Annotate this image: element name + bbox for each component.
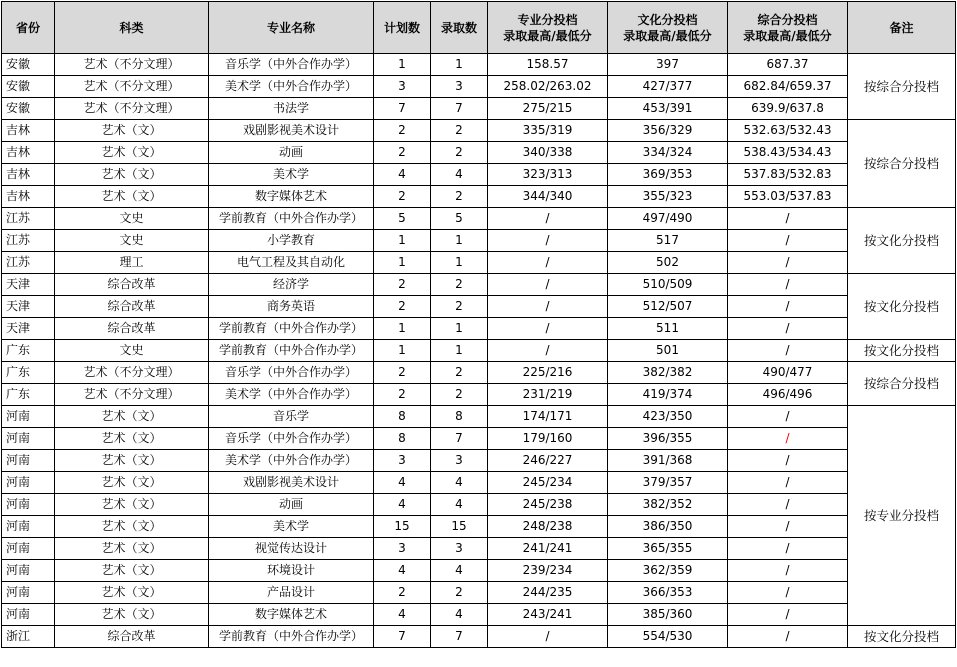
admitted-count-cell: 2 bbox=[431, 296, 488, 318]
composite-score-cell: / bbox=[728, 626, 848, 648]
plan-count-cell: 2 bbox=[374, 186, 431, 208]
admitted-count-cell: 2 bbox=[431, 384, 488, 406]
plan-count-cell: 4 bbox=[374, 472, 431, 494]
province-cell: 天津 bbox=[2, 296, 55, 318]
province-cell: 江苏 bbox=[2, 230, 55, 252]
major-cell: 学前教育（中外合作办学） bbox=[209, 318, 374, 340]
category-cell: 理工 bbox=[55, 252, 209, 274]
table-row bbox=[2, 76, 956, 98]
cultural-score-cell: 502 bbox=[608, 252, 728, 274]
cultural-score-cell: 366/353 bbox=[608, 582, 728, 604]
plan-count-cell: 2 bbox=[374, 274, 431, 296]
header-composite-line2: 录取最高/最低分 bbox=[743, 28, 832, 43]
province-cell: 广东 bbox=[2, 362, 55, 384]
province-cell: 河南 bbox=[2, 450, 55, 472]
cultural-score-cell: 386/350 bbox=[608, 516, 728, 538]
professional-score-cell: 158.57 bbox=[488, 54, 608, 76]
header-province: 省份 bbox=[2, 2, 55, 54]
composite-score-cell: / bbox=[728, 582, 848, 604]
table-row bbox=[2, 472, 956, 494]
plan-count-cell: 2 bbox=[374, 362, 431, 384]
professional-score-cell: 246/227 bbox=[488, 450, 608, 472]
major-cell: 环境设计 bbox=[209, 560, 374, 582]
professional-score-cell: 241/241 bbox=[488, 538, 608, 560]
composite-score-cell: 687.37 bbox=[728, 54, 848, 76]
table-row bbox=[2, 582, 956, 604]
composite-score-cell: / bbox=[728, 208, 848, 230]
table-row bbox=[2, 494, 956, 516]
major-cell: 学前教育（中外合作办学） bbox=[209, 340, 374, 362]
composite-score-cell: / bbox=[728, 252, 848, 274]
cultural-score-cell: 453/391 bbox=[608, 98, 728, 120]
province-cell: 吉林 bbox=[2, 164, 55, 186]
composite-score-cell: / bbox=[728, 538, 848, 560]
professional-score-cell: 245/234 bbox=[488, 472, 608, 494]
composite-score-cell: / bbox=[728, 406, 848, 428]
major-cell: 音乐学（中外合作办学） bbox=[209, 428, 374, 450]
cultural-score-cell: 396/355 bbox=[608, 428, 728, 450]
province-cell: 安徽 bbox=[2, 76, 55, 98]
header-admitted: 录取数 bbox=[431, 2, 488, 54]
province-cell: 河南 bbox=[2, 560, 55, 582]
cultural-score-cell: 427/377 bbox=[608, 76, 728, 98]
province-cell: 天津 bbox=[2, 318, 55, 340]
header-cultural-score bbox=[608, 2, 728, 54]
category-cell: 艺术（文） bbox=[55, 538, 209, 560]
major-cell: 美术学 bbox=[209, 164, 374, 186]
professional-score-cell: 335/319 bbox=[488, 120, 608, 142]
header-professional-score bbox=[488, 2, 608, 54]
province-cell: 河南 bbox=[2, 406, 55, 428]
province-cell: 广东 bbox=[2, 340, 55, 362]
header-professional-line1: 专业分投档 bbox=[517, 12, 578, 27]
major-cell: 美术学 bbox=[209, 516, 374, 538]
category-cell: 文史 bbox=[55, 230, 209, 252]
province-cell: 河南 bbox=[2, 604, 55, 626]
category-cell: 艺术（文） bbox=[55, 582, 209, 604]
province-cell: 江苏 bbox=[2, 252, 55, 274]
admitted-count-cell: 4 bbox=[431, 494, 488, 516]
plan-count-cell: 4 bbox=[374, 604, 431, 626]
composite-score-cell: 490/477 bbox=[728, 362, 848, 384]
province-cell: 广东 bbox=[2, 384, 55, 406]
category-cell: 艺术（文） bbox=[55, 164, 209, 186]
cultural-score-cell: 382/382 bbox=[608, 362, 728, 384]
province-cell: 安徽 bbox=[2, 54, 55, 76]
province-cell: 河南 bbox=[2, 494, 55, 516]
composite-score-cell: / bbox=[728, 230, 848, 252]
table-row bbox=[2, 98, 956, 120]
plan-count-cell: 8 bbox=[374, 406, 431, 428]
cultural-score-cell: 419/374 bbox=[608, 384, 728, 406]
plan-count-cell: 3 bbox=[374, 450, 431, 472]
plan-count-cell: 8 bbox=[374, 428, 431, 450]
table-row bbox=[2, 54, 956, 76]
plan-count-cell: 1 bbox=[374, 318, 431, 340]
composite-score-cell: 553.03/537.83 bbox=[728, 186, 848, 208]
province-cell: 河南 bbox=[2, 538, 55, 560]
composite-score-cell: / bbox=[728, 472, 848, 494]
professional-score-cell: 179/160 bbox=[488, 428, 608, 450]
composite-score-cell: / bbox=[728, 560, 848, 582]
category-cell: 艺术（不分文理） bbox=[55, 362, 209, 384]
table-body bbox=[2, 54, 956, 648]
major-cell: 学前教育（中外合作办学） bbox=[209, 626, 374, 648]
cultural-score-cell: 510/509 bbox=[608, 274, 728, 296]
admitted-count-cell: 2 bbox=[431, 186, 488, 208]
table-row bbox=[2, 604, 956, 626]
category-cell: 艺术（文） bbox=[55, 450, 209, 472]
major-cell: 音乐学（中外合作办学） bbox=[209, 362, 374, 384]
admitted-count-cell: 5 bbox=[431, 208, 488, 230]
admitted-count-cell: 4 bbox=[431, 560, 488, 582]
professional-score-cell: / bbox=[488, 274, 608, 296]
cultural-score-cell: 512/507 bbox=[608, 296, 728, 318]
table-row bbox=[2, 406, 956, 428]
header-composite-line1: 综合分投档 bbox=[757, 12, 818, 27]
province-cell: 吉林 bbox=[2, 142, 55, 164]
plan-count-cell: 4 bbox=[374, 560, 431, 582]
admitted-count-cell: 3 bbox=[431, 450, 488, 472]
province-cell: 河南 bbox=[2, 582, 55, 604]
table-row bbox=[2, 340, 956, 362]
cultural-score-cell: 369/353 bbox=[608, 164, 728, 186]
header-row bbox=[2, 2, 956, 54]
remark-cell: 按文化分投档 bbox=[848, 340, 956, 362]
cultural-score-cell: 379/357 bbox=[608, 472, 728, 494]
professional-score-cell: 245/238 bbox=[488, 494, 608, 516]
major-cell: 商务英语 bbox=[209, 296, 374, 318]
admitted-count-cell: 4 bbox=[431, 164, 488, 186]
category-cell: 艺术（文） bbox=[55, 472, 209, 494]
category-cell: 文史 bbox=[55, 340, 209, 362]
major-cell: 视觉传达设计 bbox=[209, 538, 374, 560]
major-cell: 动画 bbox=[209, 494, 374, 516]
remark-cell: 按专业分投档 bbox=[848, 406, 956, 626]
plan-count-cell: 2 bbox=[374, 582, 431, 604]
admitted-count-cell: 2 bbox=[431, 582, 488, 604]
category-cell: 艺术（文） bbox=[55, 120, 209, 142]
admitted-count-cell: 2 bbox=[431, 142, 488, 164]
category-cell: 综合改革 bbox=[55, 274, 209, 296]
cultural-score-cell: 554/530 bbox=[608, 626, 728, 648]
plan-count-cell: 2 bbox=[374, 384, 431, 406]
plan-count-cell: 2 bbox=[374, 296, 431, 318]
header-cultural-line2: 录取最高/最低分 bbox=[623, 28, 712, 43]
category-cell: 综合改革 bbox=[55, 296, 209, 318]
plan-count-cell: 2 bbox=[374, 142, 431, 164]
plan-count-cell: 1 bbox=[374, 54, 431, 76]
category-cell: 艺术（文） bbox=[55, 142, 209, 164]
composite-score-cell: / bbox=[728, 604, 848, 626]
remark-cell: 按综合分投档 bbox=[848, 54, 956, 120]
cultural-score-cell: 511 bbox=[608, 318, 728, 340]
admission-score-table bbox=[1, 1, 956, 648]
table-row bbox=[2, 428, 956, 450]
professional-score-cell: 243/241 bbox=[488, 604, 608, 626]
table-row bbox=[2, 318, 956, 340]
cultural-score-cell: 501 bbox=[608, 340, 728, 362]
professional-score-cell: 258.02/263.02 bbox=[488, 76, 608, 98]
plan-count-cell: 4 bbox=[374, 494, 431, 516]
table-row bbox=[2, 208, 956, 230]
table-row bbox=[2, 274, 956, 296]
major-cell: 动画 bbox=[209, 142, 374, 164]
admitted-count-cell: 1 bbox=[431, 252, 488, 274]
admitted-count-cell: 15 bbox=[431, 516, 488, 538]
province-cell: 河南 bbox=[2, 516, 55, 538]
plan-count-cell: 3 bbox=[374, 538, 431, 560]
cultural-score-cell: 391/368 bbox=[608, 450, 728, 472]
category-cell: 艺术（文） bbox=[55, 428, 209, 450]
composite-score-cell: / bbox=[728, 428, 848, 450]
major-cell: 书法学 bbox=[209, 98, 374, 120]
cultural-score-cell: 423/350 bbox=[608, 406, 728, 428]
remark-cell: 按文化分投档 bbox=[848, 208, 956, 274]
admitted-count-cell: 7 bbox=[431, 626, 488, 648]
professional-score-cell: / bbox=[488, 230, 608, 252]
category-cell: 综合改革 bbox=[55, 626, 209, 648]
major-cell: 经济学 bbox=[209, 274, 374, 296]
admitted-count-cell: 2 bbox=[431, 120, 488, 142]
plan-count-cell: 1 bbox=[374, 340, 431, 362]
category-cell: 综合改革 bbox=[55, 318, 209, 340]
major-cell: 美术学（中外合作办学） bbox=[209, 76, 374, 98]
cultural-score-cell: 385/360 bbox=[608, 604, 728, 626]
admitted-count-cell: 2 bbox=[431, 362, 488, 384]
category-cell: 艺术（文） bbox=[55, 186, 209, 208]
plan-count-cell: 15 bbox=[374, 516, 431, 538]
table-row bbox=[2, 186, 956, 208]
admitted-count-cell: 3 bbox=[431, 76, 488, 98]
professional-score-cell: 248/238 bbox=[488, 516, 608, 538]
category-cell: 艺术（文） bbox=[55, 494, 209, 516]
cultural-score-cell: 497/490 bbox=[608, 208, 728, 230]
header-major: 专业名称 bbox=[209, 2, 374, 54]
composite-score-cell: 682.84/659.37 bbox=[728, 76, 848, 98]
professional-score-cell: 239/234 bbox=[488, 560, 608, 582]
header-cultural-line1: 文化分投档 bbox=[637, 12, 698, 27]
professional-score-cell: 244/235 bbox=[488, 582, 608, 604]
admitted-count-cell: 7 bbox=[431, 98, 488, 120]
composite-score-cell: 532.63/532.43 bbox=[728, 120, 848, 142]
table-row bbox=[2, 120, 956, 142]
category-cell: 艺术（文） bbox=[55, 516, 209, 538]
professional-score-cell: 323/313 bbox=[488, 164, 608, 186]
major-cell: 戏剧影视美术设计 bbox=[209, 120, 374, 142]
province-cell: 吉林 bbox=[2, 186, 55, 208]
composite-score-cell: / bbox=[728, 450, 848, 472]
professional-score-cell: 231/219 bbox=[488, 384, 608, 406]
header-professional-line2: 录取最高/最低分 bbox=[503, 28, 592, 43]
table-row bbox=[2, 626, 956, 648]
admitted-count-cell: 1 bbox=[431, 54, 488, 76]
remark-cell: 按文化分投档 bbox=[848, 626, 956, 648]
major-cell: 电气工程及其自动化 bbox=[209, 252, 374, 274]
professional-score-cell: / bbox=[488, 296, 608, 318]
plan-count-cell: 2 bbox=[374, 120, 431, 142]
major-cell: 戏剧影视美术设计 bbox=[209, 472, 374, 494]
composite-score-cell: 537.83/532.83 bbox=[728, 164, 848, 186]
composite-score-cell: 639.9/637.8 bbox=[728, 98, 848, 120]
admitted-count-cell: 2 bbox=[431, 274, 488, 296]
plan-count-cell: 1 bbox=[374, 252, 431, 274]
composite-score-cell: / bbox=[728, 274, 848, 296]
category-cell: 艺术（文） bbox=[55, 560, 209, 582]
composite-score-cell: 496/496 bbox=[728, 384, 848, 406]
table-row bbox=[2, 450, 956, 472]
table-row bbox=[2, 560, 956, 582]
professional-score-cell: / bbox=[488, 626, 608, 648]
admitted-count-cell: 1 bbox=[431, 230, 488, 252]
major-cell: 学前教育（中外合作办学） bbox=[209, 208, 374, 230]
plan-count-cell: 3 bbox=[374, 76, 431, 98]
admitted-count-cell: 4 bbox=[431, 604, 488, 626]
header-composite-score bbox=[728, 2, 848, 54]
admitted-count-cell: 4 bbox=[431, 472, 488, 494]
plan-count-cell: 5 bbox=[374, 208, 431, 230]
category-cell: 艺术（不分文理） bbox=[55, 54, 209, 76]
category-cell: 艺术（不分文理） bbox=[55, 98, 209, 120]
category-cell: 艺术（不分文理） bbox=[55, 76, 209, 98]
table-row bbox=[2, 516, 956, 538]
major-cell: 美术学（中外合作办学） bbox=[209, 450, 374, 472]
major-cell: 美术学（中外合作办学） bbox=[209, 384, 374, 406]
composite-score-cell: / bbox=[728, 494, 848, 516]
category-cell: 文史 bbox=[55, 208, 209, 230]
province-cell: 天津 bbox=[2, 274, 55, 296]
province-cell: 浙江 bbox=[2, 626, 55, 648]
plan-count-cell: 7 bbox=[374, 98, 431, 120]
admitted-count-cell: 1 bbox=[431, 318, 488, 340]
table-row bbox=[2, 164, 956, 186]
header-plan: 计划数 bbox=[374, 2, 431, 54]
cultural-score-cell: 355/323 bbox=[608, 186, 728, 208]
table-row bbox=[2, 384, 956, 406]
composite-score-cell: / bbox=[728, 296, 848, 318]
major-cell: 产品设计 bbox=[209, 582, 374, 604]
cultural-score-cell: 356/329 bbox=[608, 120, 728, 142]
composite-score-cell: 538.43/534.43 bbox=[728, 142, 848, 164]
header-remark: 备注 bbox=[848, 2, 956, 54]
composite-score-cell: / bbox=[728, 516, 848, 538]
admitted-count-cell: 1 bbox=[431, 340, 488, 362]
professional-score-cell: 275/215 bbox=[488, 98, 608, 120]
cultural-score-cell: 382/352 bbox=[608, 494, 728, 516]
remark-cell: 按综合分投档 bbox=[848, 362, 956, 406]
cultural-score-cell: 517 bbox=[608, 230, 728, 252]
plan-count-cell: 1 bbox=[374, 230, 431, 252]
remark-cell: 按综合分投档 bbox=[848, 120, 956, 208]
cultural-score-cell: 362/359 bbox=[608, 560, 728, 582]
composite-score-cell: / bbox=[728, 340, 848, 362]
professional-score-cell: / bbox=[488, 340, 608, 362]
province-cell: 吉林 bbox=[2, 120, 55, 142]
table-row bbox=[2, 142, 956, 164]
professional-score-cell: 344/340 bbox=[488, 186, 608, 208]
category-cell: 艺术（文） bbox=[55, 604, 209, 626]
professional-score-cell: / bbox=[488, 208, 608, 230]
table-row bbox=[2, 252, 956, 274]
plan-count-cell: 7 bbox=[374, 626, 431, 648]
composite-score-cell: / bbox=[728, 318, 848, 340]
professional-score-cell: 340/338 bbox=[488, 142, 608, 164]
admitted-count-cell: 7 bbox=[431, 428, 488, 450]
major-cell: 音乐学（中外合作办学） bbox=[209, 54, 374, 76]
cultural-score-cell: 365/355 bbox=[608, 538, 728, 560]
header-category: 科类 bbox=[55, 2, 209, 54]
table-row bbox=[2, 230, 956, 252]
professional-score-cell: / bbox=[488, 252, 608, 274]
category-cell: 艺术（文） bbox=[55, 406, 209, 428]
major-cell: 数字媒体艺术 bbox=[209, 186, 374, 208]
major-cell: 小学教育 bbox=[209, 230, 374, 252]
province-cell: 安徽 bbox=[2, 98, 55, 120]
table-row bbox=[2, 296, 956, 318]
remark-cell: 按文化分投档 bbox=[848, 274, 956, 340]
professional-score-cell: / bbox=[488, 318, 608, 340]
major-cell: 音乐学 bbox=[209, 406, 374, 428]
province-cell: 河南 bbox=[2, 472, 55, 494]
province-cell: 江苏 bbox=[2, 208, 55, 230]
cultural-score-cell: 397 bbox=[608, 54, 728, 76]
province-cell: 河南 bbox=[2, 428, 55, 450]
admitted-count-cell: 8 bbox=[431, 406, 488, 428]
table-row bbox=[2, 362, 956, 384]
professional-score-cell: 174/171 bbox=[488, 406, 608, 428]
cultural-score-cell: 334/324 bbox=[608, 142, 728, 164]
admitted-count-cell: 3 bbox=[431, 538, 488, 560]
major-cell: 数字媒体艺术 bbox=[209, 604, 374, 626]
category-cell: 艺术（不分文理） bbox=[55, 384, 209, 406]
table-row bbox=[2, 538, 956, 560]
professional-score-cell: 225/216 bbox=[488, 362, 608, 384]
plan-count-cell: 4 bbox=[374, 164, 431, 186]
